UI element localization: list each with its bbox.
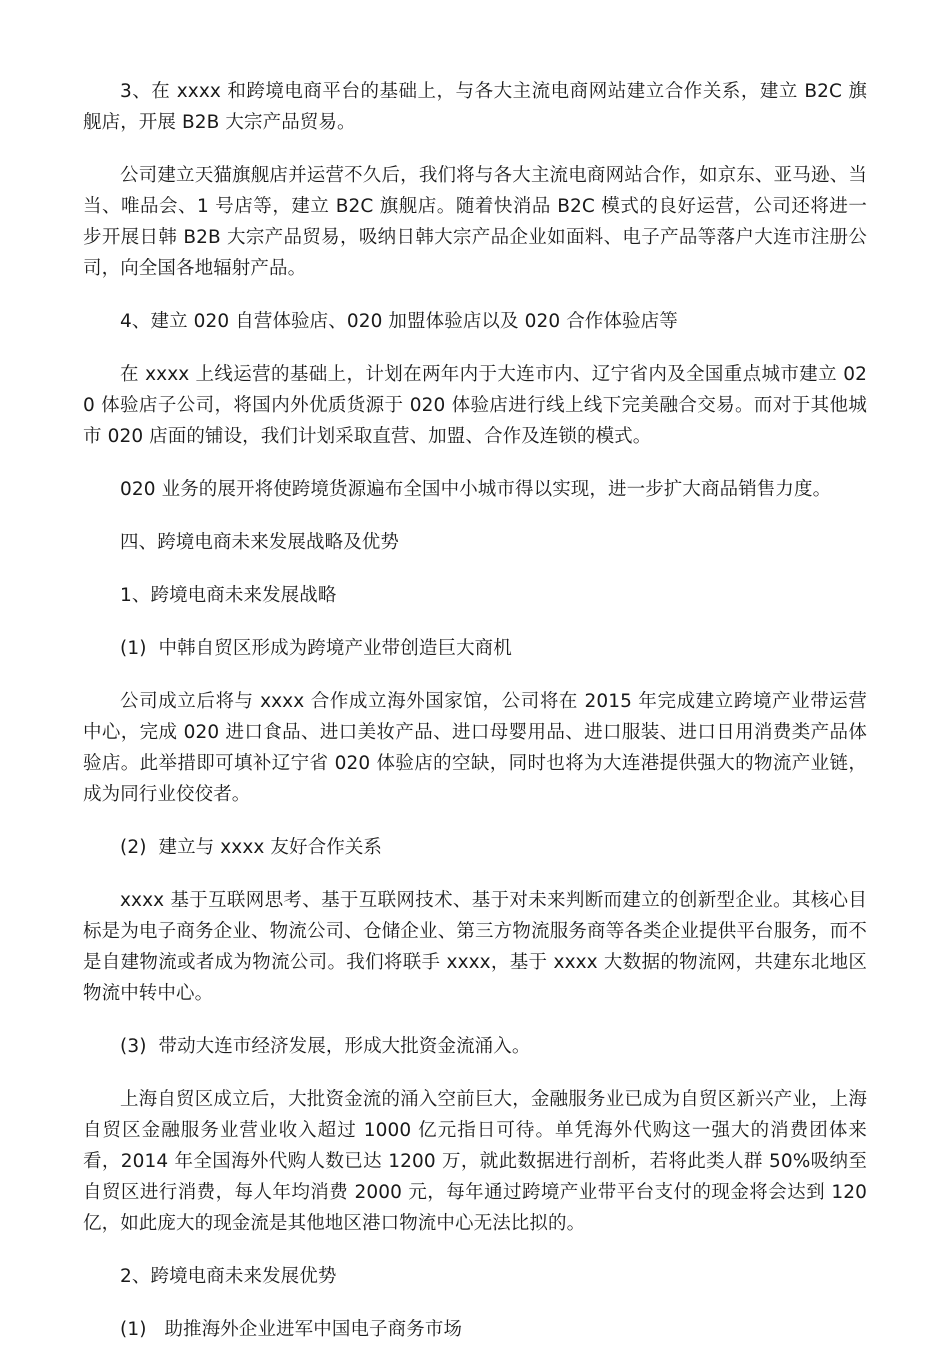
paragraph-7: 上海自贸区成立后，大批资金流的涌入空前巨大，金融服务业已成为自贸区新兴产业，上海自贸区金融服务业营业收入超过 1000 亿元指日可待。单凭海外代购这一强大的消费团体来看，2014 年全国海外代购人数已达 1200 万，就此数据进行剖析，若将此类人群 50%吸纳至自贸区进行消费，每人年均消费 2000 元，每年通过跨境产业带平台支付的现金将会达到 120 亿，如此庞大的现金流是其他地区港口物流中心无法比拟的。 [83,1089,867,1234]
subheading-1-1: (1) 中韩自贸区形成为跨境产业带创造巨大商机 [120,638,512,659]
chapter-heading: 四、跨境电商未来发展战略及优势 [120,532,400,553]
paragraph-2: 公司建立天猫旗舰店并运营不久后，我们将与各大主流电商网站合作，如京东、亚马逊、当当、唯品会、1 号店等，建立 B2C 旗舰店。随着快消品 B2C 模式的良好运营，公司还将进一步开展日韩 B2B 大宗产品贸易，吸纳日韩大宗产品企业如面料、电子产品等落户大连市注册公司，向全国各地辐射产品。 [83,165,867,279]
section-heading-1: 1、跨境电商未来发展战略 [120,585,337,606]
subheading-1-2: (2) 建立与 xxxx 友好合作关系 [120,837,383,858]
paragraph-1: 3、在 xxxx 和跨境电商平台的基础上，与各大主流电商网站建立合作关系，建立 B2C 旗舰店，开展 B2B 大宗产品贸易。 [83,81,867,133]
section-heading-2: 2、跨境电商未来发展优势 [120,1266,337,1287]
paragraph-6: xxxx 基于互联网思考、基于互联网技术、基于对未来判断而建立的创新型企业。其核心目标是为电子商务企业、物流公司、仓储企业、第三方物流服务商等各类企业提供平台服务，而不是自建物流或者成为物流公司。我们将联手 xxxx，基于 xxxx 大数据的物流网，共建东北地区物流中转中心。 [83,890,867,1004]
paragraph-4: 020 业务的展开将使跨境货源遍布全国中小城市得以实现，进一步扩大商品销售力度。 [120,479,832,500]
subheading-2-1: (1) 助推海外企业进军中国电子商务市场 [120,1319,463,1340]
paragraph-5: 公司成立后将与 xxxx 合作成立海外国家馆，公司将在 2015 年完成建立跨境产业带运营中心，完成 020 进口食品、进口美妆产品、进口母婴用品、进口服装、进口日用消费类产品体验店。此举措即可填补辽宁省 020 体验店的空缺，同时也将为大连港提供强大的物流产业链，成为同行业佼佼者。 [83,691,867,805]
section-heading-4: 4、建立 020 自营体验店、020 加盟体验店以及 020 合作体验店等 [120,311,678,332]
paragraph-3: 在 xxxx 上线运营的基础上，计划在两年内于大连市内、辽宁省内及全国重点城市建立 020 体验店子公司，将国内外优质货源于 020 体验店进行线上线下完美融合交易。而对于其他城市 020 店面的铺设，我们计划采取直营、加盟、合作及连锁的模式。 [83,364,867,447]
document-page [83,76,867,1367]
subheading-1-3: (3) 带动大连市经济发展，形成大批资金流涌入。 [120,1036,531,1057]
